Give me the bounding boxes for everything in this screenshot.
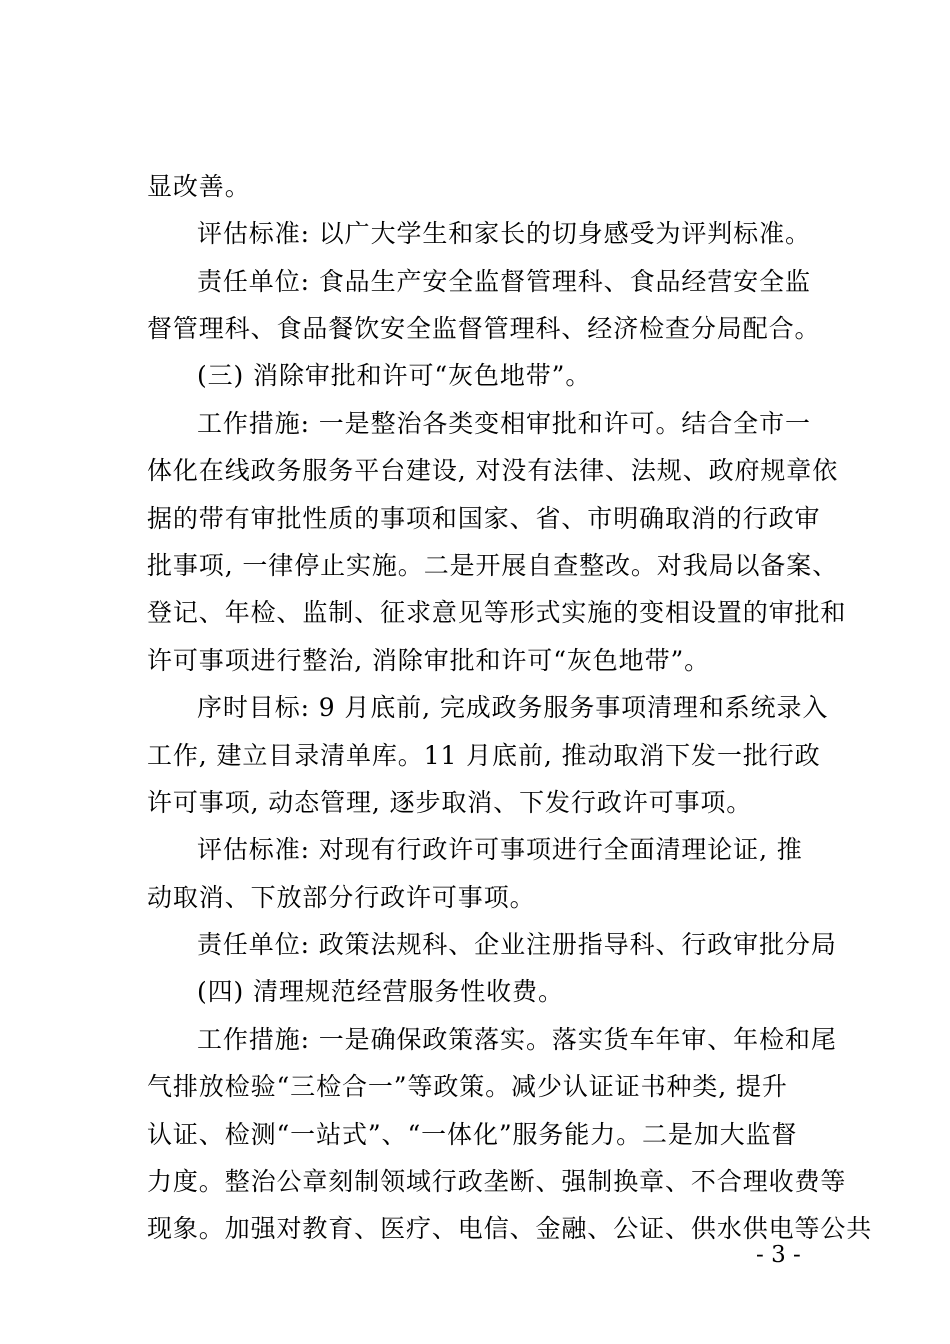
text-line: 许可事项, 动态管理, 逐步取消、下发行政许可事项。 — [147, 788, 753, 817]
text-line: 认证、检测“一站式”、“一体化”服务能力。二是加大监督 — [147, 1120, 798, 1149]
text-line: 力度。整治公章刻制领域行政垄断、强制换章、不合理收费等 — [147, 1167, 847, 1196]
text-line: 动取消、下放部分行政许可事项。 — [147, 883, 536, 912]
text-line: 体化在线政务服务平台建设, 对没有法律、法规、政府规章依 — [147, 456, 839, 485]
page-number: - 3 - — [756, 1242, 801, 1268]
text-line: 批事项, 一律停止实施。二是开展自查整改。对我局以备案、 — [147, 551, 839, 580]
text-line: 登记、年检、监制、征求意见等形式实施的变相设置的审批和 — [147, 598, 847, 627]
text-line: 许可事项进行整治, 消除审批和许可“灰色地带”。 — [147, 646, 711, 675]
text-line: 工作, 建立目录清单库。11 月底前, 推动取消下发一批行政 — [147, 741, 821, 770]
text-line: 责任单位: 食品生产安全监督管理科、食品经营安全监 — [197, 267, 811, 296]
text-line: 序时目标: 9 月底前, 完成政务服务事项清理和系统录入 — [197, 693, 829, 722]
text-line: 显改善。 — [147, 172, 251, 201]
text-line: 气排放检验“三检合一”等政策。减少认证证书种类, 提升 — [147, 1072, 788, 1101]
text-line: 评估标准: 以广大学生和家长的切身感受为评判标准。 — [197, 219, 811, 248]
text-line: 责任单位: 政策法规科、企业注册指导科、行政审批分局 — [197, 930, 837, 959]
text-line: 据的带有审批性质的事项和国家、省、市明确取消的行政审 — [147, 504, 821, 533]
text-line: 现象。加强对教育、医疗、电信、金融、公证、供水供电等公共 — [147, 1214, 873, 1243]
section-heading: (四) 清理规范经营服务性收费。 — [197, 977, 564, 1006]
text-line: 督管理科、食品餐饮安全监督管理科、经济检查分局配合。 — [147, 314, 821, 343]
text-line: 工作措施: 一是整治各类变相审批和许可。结合全市一 — [197, 409, 811, 438]
text-line: 评估标准: 对现有行政许可事项进行全面清理论证, 推 — [197, 835, 803, 864]
section-heading: (三) 消除审批和许可“灰色地带”。 — [197, 361, 592, 390]
text-line: 工作措施: 一是确保政策落实。落实货车年审、年检和尾 — [197, 1025, 837, 1054]
